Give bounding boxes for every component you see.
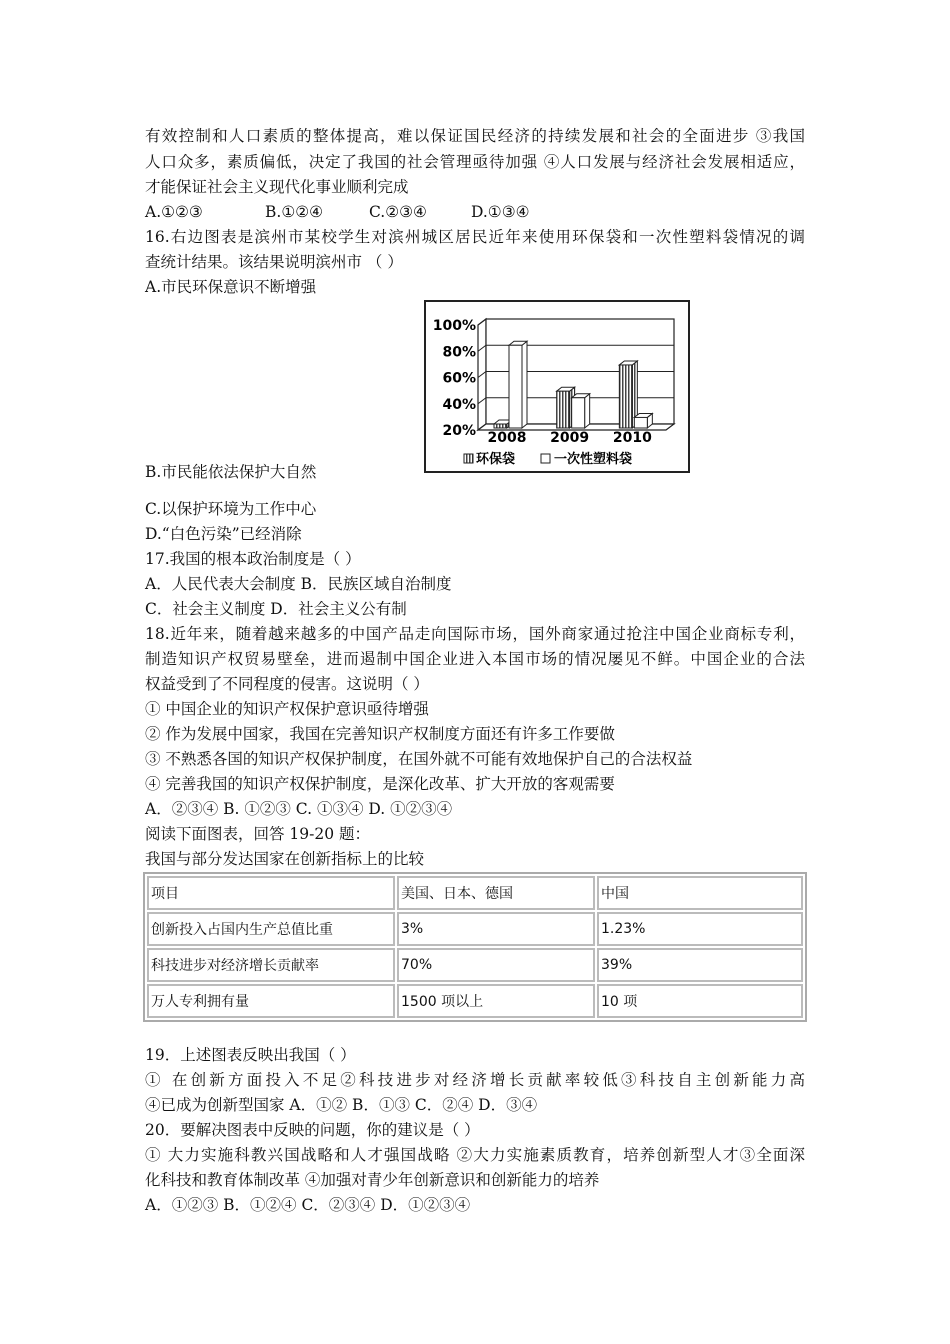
table-cell: 万人专利拥有量: [147, 984, 395, 1018]
table-cell: 1.23%: [597, 912, 803, 946]
x-tick-label: 2008: [487, 430, 527, 446]
table-cell: 3%: [397, 912, 595, 946]
table-header-cell: 项目: [147, 876, 395, 910]
table-cell: 39%: [597, 948, 803, 982]
q19-items: ① 在创新方面投入不足②科技进步对经济增长贡献率较低③科技自主创新能力高: [145, 1071, 805, 1089]
q20-options: A．①②③ B．①②④ C．②③④ D．①②③④: [145, 1196, 471, 1214]
table-cell: 科技进步对经济增长贡献率: [147, 948, 395, 982]
q18-item-3: ③ 不熟悉各国的知识产权保护制度，在国外就不可能有效地保护自己的合法权益: [145, 750, 693, 768]
bag-usage-chart: [424, 300, 690, 473]
q17-options-cd: C．社会主义制度 D．社会主义公有制: [145, 600, 407, 618]
table-header-cell: 美国、日本、德国: [397, 876, 595, 910]
q16-stem-cont: 查统计结果。该结果说明滨州市 （ ）: [145, 253, 403, 271]
q18-stem-end: 权益受到了不同程度的侵害。这说明（ ）: [145, 675, 429, 693]
q18-item-1: ① 中国企业的知识产权保护意识亟待增强: [145, 700, 429, 718]
q18-item-4: ④ 完善我国的知识产权保护制度，是深化改革、扩大开放的客观需要: [145, 775, 615, 793]
table-cell: 10 项: [597, 984, 803, 1018]
table-header-row: [147, 876, 803, 910]
q18-stem: 18.近年来，随着越来越多的中国产品走向国际市场，国外商家通过抢注中国企业商标专利，: [145, 625, 805, 643]
table-title: 我国与部分发达国家在创新指标上的比较: [145, 850, 425, 868]
table-cell: 1500 项以上: [397, 984, 595, 1018]
q20-stem: 20．要解决图表中反映的问题，你的建议是（ ）: [145, 1121, 480, 1139]
q17-options-ab: A．人民代表大会制度 B．民族区域自治制度: [145, 575, 452, 593]
legend-swatch-eco-bag: [464, 454, 473, 463]
y-tick-label: 100%: [432, 318, 476, 334]
table-row: [147, 948, 803, 982]
x-tick-label: 2010: [612, 430, 652, 446]
option-d: D.①③④: [471, 203, 530, 221]
reading-instruction: 阅读下面图表，回答 19-20 题：: [145, 825, 371, 843]
y-tick-label: 40%: [442, 396, 476, 413]
bar-plastic-bag: [572, 394, 590, 428]
x-tick-label: 2009: [550, 430, 590, 446]
option-a: A.①②③: [145, 203, 203, 221]
q20-items: ① 大力实施科教兴国战略和人才强国战略 ②大力实施素质教育，培养创新型人才③全面深: [145, 1146, 805, 1164]
legend-eco-bag: 环保袋: [476, 452, 516, 467]
bar-plastic-bag: [509, 341, 527, 428]
y-tick-label: 80%: [442, 344, 476, 361]
option-c: C.②③④: [369, 203, 427, 221]
q16-option-d: D.“白色污染”已经消除: [145, 525, 302, 543]
table-header-cell: 中国: [597, 876, 803, 910]
table-row: [147, 912, 803, 946]
y-tick-label: 20%: [442, 423, 476, 439]
q18-options: A．②③④ B. ①②③ C. ①③④ D. ①②③④: [145, 800, 453, 818]
legend-swatch-plastic-bag: [541, 454, 550, 463]
q16-option-a: A.市民环保意识不断增强: [145, 278, 317, 296]
q17-stem: 17.我国的根本政治制度是（ ）: [145, 550, 361, 568]
table-cell: 创新投入占国内生产总值比重: [147, 912, 395, 946]
bar-plastic-bag: [634, 413, 652, 428]
q20-items-cont: 化科技和教育体制改革 ④加强对青少年创新意识和创新能力的培养: [145, 1171, 600, 1189]
innovation-table: [143, 872, 807, 1022]
q16-option-c: C.以保护环境为工作中心: [145, 500, 317, 518]
table-row: [147, 984, 803, 1018]
q16-option-b: B.市民能依法保护大自然: [145, 463, 317, 481]
q15-options: [145, 202, 530, 222]
text-line: 人口众多，素质偏低，决定了我国的社会管理亟待加强 ④人口发展与经济社会发展相适应，: [145, 153, 805, 171]
y-tick-label: 60%: [442, 370, 476, 387]
table-cell: 70%: [397, 948, 595, 982]
option-b: B.①②④: [265, 203, 324, 221]
text-line: 才能保证社会主义现代化事业顺利完成: [145, 178, 409, 196]
q18-item-2: ② 作为发展中国家，我国在完善知识产权制度方面还有许多工作要做: [145, 725, 615, 743]
q18-stem-cont: 制造知识产权贸易壁垒，进而遏制中国企业进入本国市场的情况屡见不鲜。中国企业的合法: [145, 650, 805, 668]
q16-stem: 16.右边图表是滨州市某校学生对滨州城区居民近年来使用环保袋和一次性塑料袋情况的调: [145, 228, 805, 246]
text-line: 有效控制和人口素质的整体提高，难以保证国民经济的持续发展和社会的全面进步 ③我国: [145, 127, 805, 145]
q19-stem: 19．上述图表反映出我国（ ）: [145, 1046, 356, 1064]
legend-plastic-bag: 一次性塑料袋: [554, 452, 633, 467]
q19-items-options: ④已成为创新型国家 A．①② B．①③ C．②④ D．③④: [145, 1096, 538, 1114]
